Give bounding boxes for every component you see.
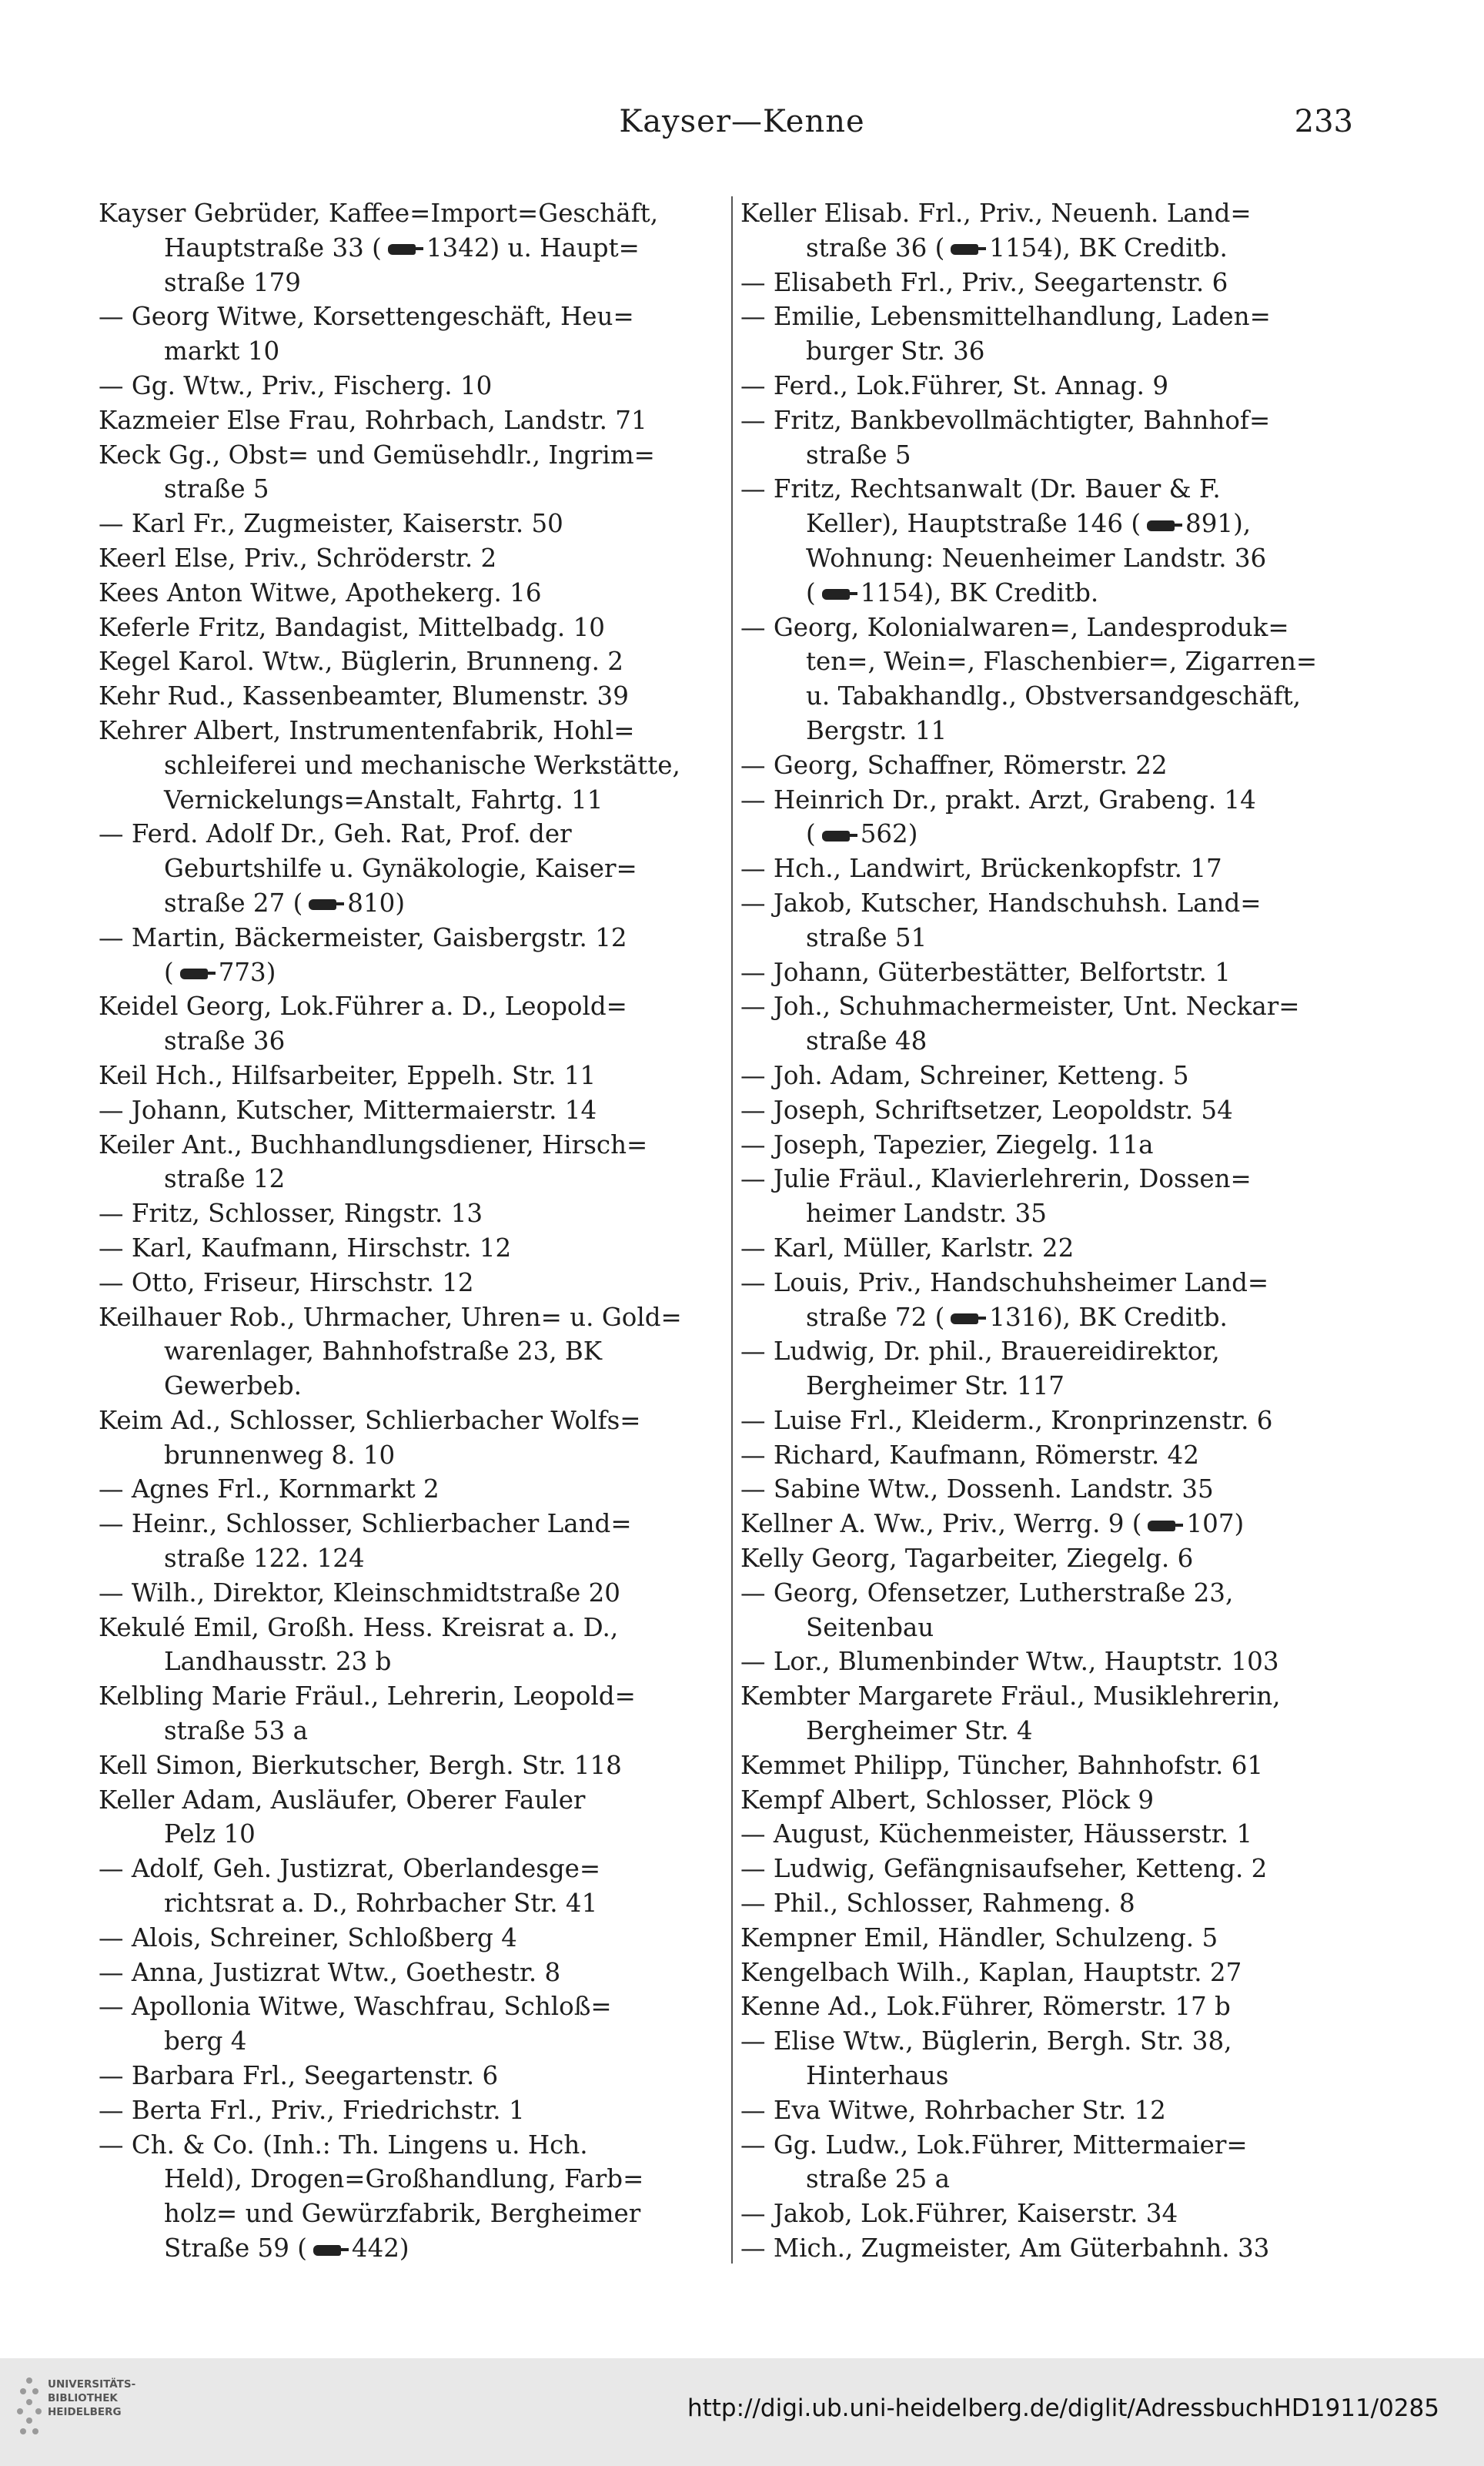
entry-text: — Ludwig, Gefängnisaufseher, Ketteng. 2 — [740, 1854, 1268, 1884]
entry-text-continued: 442) — [351, 2233, 409, 2264]
directory-entry-line — [99, 2093, 722, 2128]
directory-entry-line — [740, 1921, 1362, 1956]
directory-entry-line — [99, 1817, 722, 1852]
directory-entry-line — [740, 1679, 1362, 1714]
entry-text: — Martin, Bäckermeister, Gaisbergstr. 12 — [99, 922, 627, 952]
directory-entry-line — [99, 438, 722, 473]
entry-text: — Joh. Adam, Schreiner, Ketteng. 5 — [740, 1060, 1189, 1090]
directory-entry-line — [99, 2128, 722, 2163]
entry-text: — Elisabeth Frl., Priv., Seegartenstr. 6 — [740, 267, 1228, 297]
entry-text-continued: 107) — [1186, 1509, 1245, 1539]
directory-entry-line — [99, 1645, 722, 1679]
entry-text: straße 25 a — [806, 2164, 950, 2194]
entry-text: holz= und Gewürzfabrik, Bergheimer — [164, 2199, 641, 2229]
entry-text: — Sabine Wtw., Dossenh. Landstr. 35 — [740, 1474, 1214, 1504]
directory-entry-line — [740, 1852, 1362, 1886]
entry-text: heimer Landstr. 35 — [806, 1199, 1047, 1229]
entry-text: Keiler Ant., Buchhandlungsdiener, Hirsch= — [99, 1129, 648, 1159]
telephone-icon — [1145, 1517, 1183, 1534]
directory-entry-line — [99, 1404, 722, 1438]
directory-entry-line — [99, 1679, 722, 1714]
library-name: UNIVERSITÄTS- BIBLIOTHEK HEIDELBERG — [48, 2378, 136, 2418]
directory-entry-line — [99, 1438, 722, 1473]
entry-text: ( — [164, 957, 174, 987]
directory-entry-line — [740, 1886, 1362, 1921]
entry-text: — Jakob, Lok.Führer, Kaiserstr. 34 — [740, 2199, 1178, 2229]
directory-entry-line — [99, 852, 722, 886]
directory-entry-line — [740, 231, 1362, 266]
entry-text: Kelly Georg, Tagarbeiter, Ziegelg. 6 — [740, 1544, 1194, 1574]
entry-text: Kayser Gebrüder, Kaffee=Import=Geschäft, — [99, 199, 659, 228]
entry-text: burger Str. 36 — [806, 336, 985, 366]
directory-entry-line — [740, 783, 1362, 818]
telephone-icon — [819, 586, 857, 603]
directory-entry-line — [99, 369, 722, 403]
entry-text: Keller Adam, Ausläufer, Oberer Fauler — [99, 1785, 586, 1815]
directory-entry-line — [99, 1714, 722, 1748]
entry-text: Keller), Hauptstraße 146 ( — [806, 509, 1141, 539]
directory-entry-line — [740, 679, 1362, 714]
directory-entry-line — [99, 1369, 722, 1404]
directory-entry-line — [740, 644, 1362, 679]
telephone-icon — [306, 896, 344, 913]
directory-entry-line — [99, 231, 722, 266]
entry-text: Kekulé Emil, Großh. Hess. Kreisrat a. D., — [99, 1612, 619, 1642]
directory-entry-line — [99, 196, 722, 231]
source-url-link[interactable]: http://digi.ub.uni-heidelberg.de/diglit/AdressbuchHD1911/0285 — [687, 2394, 1439, 2422]
directory-entry-line — [99, 1576, 722, 1611]
directory-entry-line — [99, 266, 722, 300]
directory-entry-line — [99, 2024, 722, 2059]
directory-entry-line — [740, 299, 1362, 334]
entry-text: — Ferd., Lok.Führer, St. Annag. 9 — [740, 370, 1168, 400]
directory-entry-line — [740, 2197, 1362, 2231]
running-title: Kayser—Kenne — [619, 104, 865, 139]
entry-text: — Georg, Kolonialwaren=, Landesproduk= — [740, 612, 1289, 642]
directory-entry-line — [740, 369, 1362, 403]
entry-text: Kehrer Albert, Instrumentenfabrik, Hohl= — [99, 715, 635, 745]
entry-text: Keferle Fritz, Bandagist, Mittelbadg. 10 — [99, 612, 605, 642]
directory-entry-line — [99, 299, 722, 334]
entry-text-continued: 891), — [1185, 509, 1252, 539]
directory-entry-line — [99, 334, 722, 369]
directory-entry-line — [740, 1956, 1362, 1990]
telephone-icon — [948, 241, 986, 258]
entry-text: — Adolf, Geh. Justizrat, Oberlandesge= — [99, 1854, 601, 1884]
entry-text: — Hch., Landwirt, Brückenkopfstr. 17 — [740, 854, 1222, 884]
entry-text: Geburtshilfe u. Gynäkologie, Kaiser= — [164, 854, 637, 884]
directory-entry-line — [99, 1059, 722, 1093]
entry-text: Keil Hch., Hilfsarbeiter, Eppelh. Str. 11 — [99, 1060, 597, 1090]
directory-entry-line — [99, 1162, 722, 1196]
directory-entry-line — [740, 611, 1362, 645]
directory-entry-line — [99, 1231, 722, 1266]
entry-text: — Luise Frl., Kleiderm., Kronprinzenstr. 6 — [740, 1405, 1273, 1435]
directory-entry-line — [99, 886, 722, 921]
entry-text-continued: 1154), BK Creditb. — [860, 577, 1099, 607]
entry-text: Pelz 10 — [164, 1819, 256, 1849]
entry-text: — Johann, Kutscher, Mittermaierstr. 14 — [99, 1095, 597, 1125]
directory-entry-line — [99, 576, 722, 611]
directory-entry-line — [99, 611, 722, 645]
directory-entry-line — [740, 2162, 1362, 2197]
entry-text: — Ludwig, Dr. phil., Brauereidirektor, — [740, 1337, 1220, 1367]
entry-text: Keilhauer Rob., Uhrmacher, Uhren= u. Gold= — [99, 1302, 682, 1332]
entry-text: straße 122. 124 — [164, 1544, 365, 1574]
directory-entry-line — [99, 2197, 722, 2231]
entry-text: — Gg. Wtw., Priv., Fischerg. 10 — [99, 370, 493, 400]
entry-text: u. Tabakhandlg., Obstversandgeschäft, — [806, 681, 1301, 711]
directory-entry-line — [740, 1714, 1362, 1748]
directory-entry-line — [99, 714, 722, 748]
entry-text: Kegel Karol. Wtw., Büglerin, Brunneng. 2 — [99, 647, 623, 677]
entry-text: — Gg. Ludw., Lok.Führer, Mittermaier= — [740, 2130, 1248, 2160]
entry-text: — Agnes Frl., Kornmarkt 2 — [99, 1474, 440, 1504]
entry-text: straße 36 ( — [806, 233, 945, 263]
directory-entry-line — [740, 955, 1362, 990]
left-column — [99, 196, 722, 2266]
directory-entry-line — [99, 541, 722, 576]
entry-text: Seitenbau — [806, 1612, 934, 1642]
entry-text: — Eva Witwe, Rohrbacher Str. 12 — [740, 2095, 1166, 2125]
entry-text: Kembter Margarete Fräul., Musiklehrerin, — [740, 1681, 1281, 1711]
entry-text: — Joseph, Schriftsetzer, Leopoldstr. 54 — [740, 1095, 1233, 1125]
directory-entry-line — [99, 1024, 722, 1059]
directory-entry-line — [99, 955, 722, 990]
directory-entry-line — [99, 1886, 722, 1921]
entry-text: Kenne Ad., Lok.Führer, Römerstr. 17 b — [740, 1992, 1231, 2022]
entry-text: warenlager, Bahnhofstraße 23, BK — [164, 1337, 603, 1367]
entry-text: — Berta Frl., Priv., Friedrichstr. 1 — [99, 2095, 525, 2125]
entry-text: straße 72 ( — [806, 1302, 945, 1332]
entry-text: Held), Drogen=Großhandlung, Farb= — [164, 2164, 644, 2194]
directory-entry-line — [740, 1128, 1362, 1163]
entry-text: straße 12 — [164, 1164, 286, 1194]
directory-entry-line — [99, 1989, 722, 2024]
entry-text: straße 53 a — [164, 1716, 308, 1746]
entry-text: straße 5 — [164, 474, 269, 504]
directory-entry-line — [99, 1196, 722, 1231]
entry-text: Wohnung: Neuenheimer Landstr. 36 — [806, 543, 1267, 573]
telephone-icon — [948, 1310, 986, 1327]
entry-text: Vernickelungs=Anstalt, Fahrtg. 11 — [164, 785, 603, 815]
entry-text: Kengelbach Wilh., Kaplan, Hauptstr. 27 — [740, 1957, 1242, 1987]
entry-text: Keerl Else, Priv., Schröderstr. 2 — [99, 543, 497, 573]
telephone-icon — [819, 828, 857, 845]
directory-entry-line — [99, 989, 722, 1024]
entry-text: ( — [806, 577, 816, 607]
directory-entry-line — [99, 1300, 722, 1335]
directory-entry-line — [99, 2162, 722, 2197]
directory-entry-line — [740, 852, 1362, 886]
directory-entry-line — [740, 472, 1362, 507]
entry-text: — Ferd. Adolf Dr., Geh. Rat, Prof. der — [99, 819, 572, 849]
entry-text: straße 179 — [164, 267, 301, 297]
entry-text: Straße 59 ( — [164, 2233, 307, 2264]
entry-text: straße 51 — [806, 922, 928, 952]
entry-text: Kellner A. Ww., Priv., Werrg. 9 ( — [740, 1509, 1142, 1539]
entry-text: — August, Küchenmeister, Häusserstr. 1 — [740, 1819, 1253, 1849]
entry-text: — Fritz, Bankbevollmächtigter, Bahnhof= — [740, 405, 1271, 435]
directory-entry-line — [740, 1507, 1362, 1541]
directory-entry-line — [99, 748, 722, 783]
entry-text: Keck Gg., Obst= und Gemüsehdlr., Ingrim= — [99, 440, 655, 470]
directory-entry-line — [740, 2059, 1362, 2093]
entry-text: — Louis, Priv., Handschuhsheimer Land= — [740, 1267, 1269, 1297]
entry-text: straße 48 — [806, 1026, 928, 1056]
page-header — [0, 104, 1484, 150]
entry-text: — Apollonia Witwe, Waschfrau, Schloß= — [99, 1992, 612, 2022]
column-divider — [731, 196, 733, 2264]
entry-text: straße 27 ( — [164, 888, 303, 918]
directory-entry-line — [740, 1611, 1362, 1645]
entry-text: ten=, Wein=, Flaschenbier=, Zigarren= — [806, 647, 1318, 677]
directory-entry-line — [740, 817, 1362, 852]
entry-text: — Richard, Kaufmann, Römerstr. 42 — [740, 1440, 1199, 1470]
entry-text: Hinterhaus — [806, 2061, 949, 2091]
directory-entry-line — [99, 1783, 722, 1818]
entry-text: Keim Ad., Schlosser, Schlierbacher Wolfs= — [99, 1405, 641, 1435]
directory-entry-line — [99, 1748, 722, 1783]
telephone-icon — [385, 241, 423, 258]
directory-entry-line — [740, 1231, 1362, 1266]
entry-text: — Joh., Schuhmachermeister, Unt. Neckar= — [740, 992, 1300, 1022]
entry-text: — Wilh., Direktor, Kleinschmidtstraße 20 — [99, 1578, 620, 1608]
entry-text: — Julie Fräul., Klavierlehrerin, Dossen= — [740, 1164, 1252, 1194]
entry-text-continued: 773) — [218, 957, 276, 987]
entry-text: straße 5 — [806, 440, 911, 470]
entry-text: straße 36 — [164, 1026, 286, 1056]
telephone-icon — [310, 2242, 349, 2259]
entry-text: — Elise Wtw., Büglerin, Bergh. Str. 38, — [740, 2026, 1232, 2056]
entry-text-continued: 562) — [860, 819, 918, 849]
entry-text: — Joseph, Tapezier, Ziegelg. 11a — [740, 1129, 1154, 1159]
directory-entry-line — [99, 472, 722, 507]
entry-text: Kees Anton Witwe, Apothekerg. 16 — [99, 577, 542, 607]
directory-entry-line — [99, 2059, 722, 2093]
entry-text: ( — [806, 819, 816, 849]
page-number: 233 — [1294, 104, 1353, 139]
right-column — [740, 196, 1362, 2266]
directory-entry-line — [99, 1266, 722, 1300]
entry-text: Bergheimer Str. 4 — [806, 1716, 1033, 1746]
directory-entry-line — [99, 1334, 722, 1369]
entry-text: Kempner Emil, Händler, Schulzeng. 5 — [740, 1922, 1218, 1952]
entry-text: — Barbara Frl., Seegartenstr. 6 — [99, 2061, 499, 2091]
directory-entry-line — [99, 1852, 722, 1886]
directory-entry-line — [740, 1783, 1362, 1818]
directory-entry-line — [740, 196, 1362, 231]
entry-text: Kelbling Marie Fräul., Lehrerin, Leopold= — [99, 1681, 636, 1711]
directory-entry-line — [740, 507, 1362, 541]
directory-entry-line — [99, 1541, 722, 1576]
directory-entry-line — [740, 1645, 1362, 1679]
entry-text: — Georg Witwe, Korsettengeschäft, Heu= — [99, 302, 634, 332]
entry-text: — Fritz, Schlosser, Ringstr. 13 — [99, 1199, 483, 1229]
entry-text: — Phil., Schlosser, Rahmeng. 8 — [740, 1889, 1135, 1919]
entry-text: — Georg, Schaffner, Römerstr. 22 — [740, 750, 1168, 780]
entry-text: Landhausstr. 23 b — [164, 1647, 392, 1677]
directory-entry-line — [99, 1507, 722, 1541]
entry-text: — Anna, Justizrat Wtw., Goethestr. 8 — [99, 1957, 561, 1987]
entry-text: Keidel Georg, Lok.Führer a. D., Leopold= — [99, 992, 627, 1022]
directory-entry-line — [740, 2024, 1362, 2059]
entry-text: — Lor., Blumenbinder Wtw., Hauptstr. 103 — [740, 1647, 1279, 1677]
entry-text: berg 4 — [164, 2026, 247, 2056]
directory-entry-line — [99, 921, 722, 955]
entry-text: — Fritz, Rechtsanwalt (Dr. Bauer & F. — [740, 474, 1221, 504]
directory-entry-line — [740, 748, 1362, 783]
directory-entry-line — [740, 1817, 1362, 1852]
directory-entry-line — [740, 1196, 1362, 1231]
directory-entry-line — [740, 2093, 1362, 2128]
directory-entry-line — [740, 886, 1362, 921]
entry-text: Kazmeier Else Frau, Rohrbach, Landstr. 71 — [99, 405, 647, 435]
entry-text: brunnenweg 8. 10 — [164, 1440, 396, 1470]
directory-entry-line — [99, 1128, 722, 1163]
directory-entry-line — [99, 403, 722, 438]
entry-text: — Alois, Schreiner, Schloßberg 4 — [99, 1922, 517, 1952]
entry-text: — Otto, Friseur, Hirschstr. 12 — [99, 1267, 474, 1297]
directory-entry-line — [740, 1404, 1362, 1438]
directory-entry-line — [99, 679, 722, 714]
entry-text: Bergheimer Str. 117 — [806, 1371, 1065, 1401]
entry-text: Kehr Rud., Kassenbeamter, Blumenstr. 39 — [99, 681, 629, 711]
directory-entry-line — [99, 1472, 722, 1507]
directory-entry-line — [740, 541, 1362, 576]
entry-text: — Georg, Ofensetzer, Lutherstraße 23, — [740, 1578, 1234, 1608]
directory-entry-line — [740, 334, 1362, 369]
entry-text: Keller Elisab. Frl., Priv., Neuenh. Land= — [740, 199, 1252, 228]
directory-entry-line — [740, 1748, 1362, 1783]
directory-entry-line — [740, 1472, 1362, 1507]
entry-text: schleiferei und mechanische Werkstätte, — [164, 750, 680, 780]
library-logo-icon — [14, 2373, 45, 2444]
directory-entry-line — [99, 507, 722, 541]
telephone-icon — [1144, 517, 1182, 534]
directory-entry-line — [740, 438, 1362, 473]
entry-text: — Karl, Kaufmann, Hirschstr. 12 — [99, 1233, 512, 1263]
directory-entry-line — [740, 1334, 1362, 1369]
directory-entry-line — [99, 1611, 722, 1645]
directory-entry-line — [99, 1921, 722, 1956]
entry-text: Gewerbeb. — [164, 1371, 302, 1401]
entry-text-continued: 1154), BK Creditb. — [989, 233, 1228, 263]
entry-text: — Ch. & Co. (Inh.: Th. Lingens u. Hch. — [99, 2130, 588, 2160]
entry-text: richtsrat a. D., Rohrbacher Str. 41 — [164, 1889, 598, 1919]
directory-entry-line — [740, 2128, 1362, 2163]
directory-entry-line — [99, 644, 722, 679]
directory-entry-line — [740, 1576, 1362, 1611]
directory-entry-line — [740, 266, 1362, 300]
entry-text: — Heinr., Schlosser, Schlierbacher Land= — [99, 1509, 632, 1539]
directory-entry-line — [740, 1059, 1362, 1093]
entry-text-continued: 1342) u. Haupt= — [426, 233, 640, 263]
directory-entry-line — [99, 1093, 722, 1128]
entry-text-continued: 810) — [347, 888, 406, 918]
directory-entry-line — [740, 1093, 1362, 1128]
entry-text: Kell Simon, Bierkutscher, Bergh. Str. 118 — [99, 1750, 622, 1780]
directory-entry-line — [740, 2231, 1362, 2266]
entry-text: Kempf Albert, Schlosser, Plöck 9 — [740, 1785, 1155, 1815]
entry-text: — Mich., Zugmeister, Am Güterbahnh. 33 — [740, 2233, 1270, 2264]
entry-text: — Johann, Güterbestätter, Belfortstr. 1 — [740, 957, 1231, 987]
entry-text: Bergstr. 11 — [806, 715, 948, 745]
directory-entry-line — [740, 1024, 1362, 1059]
directory-entry-line — [740, 989, 1362, 1024]
directory-entry-line — [99, 1956, 722, 1990]
entry-text: Hauptstraße 33 ( — [164, 233, 382, 263]
entry-text: — Jakob, Kutscher, Handschuhsh. Land= — [740, 888, 1262, 918]
directory-entry-line — [740, 1438, 1362, 1473]
entry-text: — Emilie, Lebensmittelhandlung, Laden= — [740, 302, 1271, 332]
entry-text: — Karl, Müller, Karlstr. 22 — [740, 1233, 1075, 1263]
entry-text: — Karl Fr., Zugmeister, Kaiserstr. 50 — [99, 509, 563, 539]
entry-text: — Heinrich Dr., prakt. Arzt, Grabeng. 14 — [740, 785, 1256, 815]
entry-text: Kemmet Philipp, Tüncher, Bahnhofstr. 61 — [740, 1750, 1264, 1780]
entry-text: markt 10 — [164, 336, 280, 366]
directory-entry-line — [740, 576, 1362, 611]
directory-entry-line — [740, 1541, 1362, 1576]
telephone-icon — [177, 965, 216, 982]
directory-entry-line — [740, 1369, 1362, 1404]
directory-entry-line — [740, 1266, 1362, 1300]
directory-entry-line — [740, 1300, 1362, 1335]
directory-entry-line — [99, 783, 722, 818]
directory-entry-line — [740, 921, 1362, 955]
directory-entry-line — [740, 1989, 1362, 2024]
entry-text-continued: 1316), BK Creditb. — [989, 1302, 1228, 1332]
directory-entry-line — [740, 714, 1362, 748]
directory-entry-line — [740, 1162, 1362, 1196]
directory-entry-line — [99, 2231, 722, 2266]
directory-entry-line — [99, 817, 722, 852]
directory-entry-line — [740, 403, 1362, 438]
